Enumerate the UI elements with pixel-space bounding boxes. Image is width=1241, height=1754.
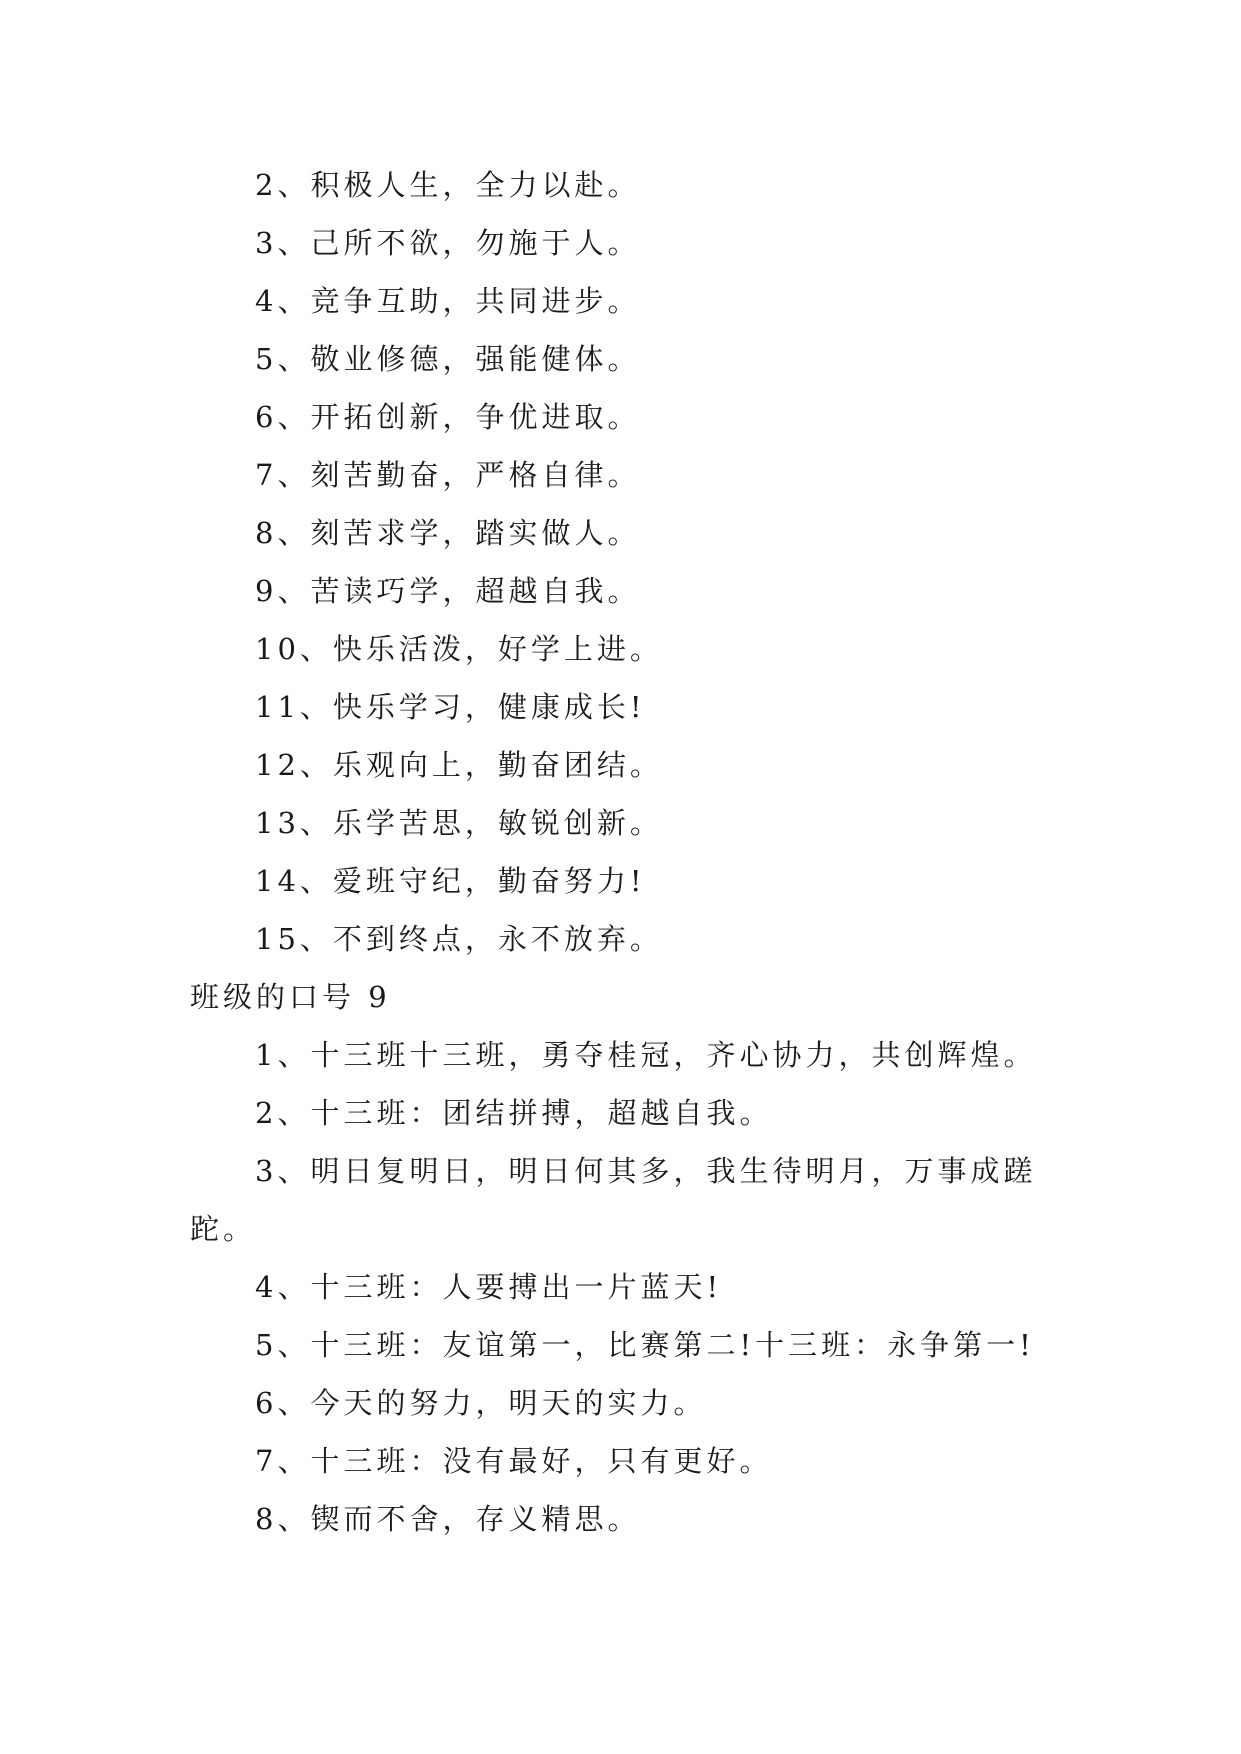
slogan-line: 12、乐观向上，勤奋团结。 xyxy=(255,748,663,782)
section-heading: 班级的口号 9 xyxy=(190,980,391,1014)
slogan-line: 7、刻苦勤奋，严格自律。 xyxy=(255,458,641,492)
slogan-line: 3、明日复明日，明日何其多，我生待明月，万事成蹉 xyxy=(255,1154,1037,1188)
slogan-line: 11、快乐学习，健康成长! xyxy=(255,690,646,724)
slogan-line: 6、今天的努力，明天的实力。 xyxy=(255,1386,707,1420)
slogan-line: 7、十三班：没有最好，只有更好。 xyxy=(255,1444,773,1478)
slogan-line: 13、乐学苦思，敏锐创新。 xyxy=(255,806,663,840)
slogan-line: 6、开拓创新，争优进取。 xyxy=(255,400,641,434)
slogan-line: 3、己所不欲，勿施于人。 xyxy=(255,226,641,260)
slogan-line-continuation: 跎。 xyxy=(190,1212,257,1246)
slogan-line: 15、不到终点，永不放弃。 xyxy=(255,922,663,956)
slogan-line: 4、十三班：人要搏出一片蓝天! xyxy=(255,1270,723,1304)
slogan-line: 4、竞争互助，共同进步。 xyxy=(255,284,641,318)
slogan-line: 8、刻苦求学，踏实做人。 xyxy=(255,516,641,550)
slogan-line: 2、积极人生，全力以赴。 xyxy=(255,168,641,202)
slogan-line: 5、十三班：友谊第一，比赛第二!十三班：永争第一! xyxy=(255,1328,1035,1362)
slogan-line: 8、锲而不舍，存义精思。 xyxy=(255,1502,641,1536)
slogan-line: 5、敬业修德，强能健体。 xyxy=(255,342,641,376)
slogan-line: 9、苦读巧学，超越自我。 xyxy=(255,574,641,608)
slogan-line: 14、爱班守纪，勤奋努力! xyxy=(255,864,646,898)
slogan-line: 2、十三班：团结拼搏，超越自我。 xyxy=(255,1096,773,1130)
slogan-line: 10、快乐活泼，好学上进。 xyxy=(255,632,663,666)
slogan-line: 1、十三班十三班，勇夺桂冠，齐心协力，共创辉煌。 xyxy=(255,1038,1037,1072)
